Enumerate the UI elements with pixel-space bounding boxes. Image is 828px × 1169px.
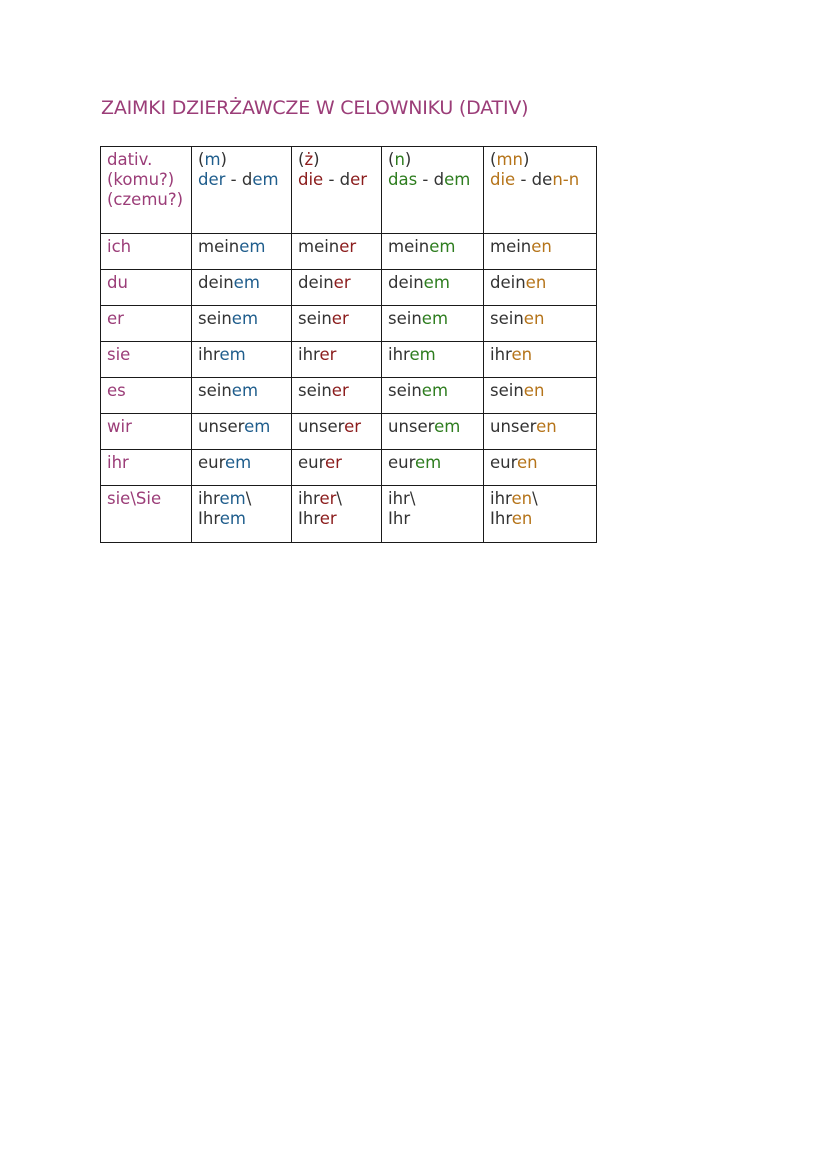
form-cell-f (292, 234, 382, 270)
table-row (101, 378, 597, 414)
form-cell-m (192, 378, 292, 414)
form-ending: em (421, 381, 449, 400)
form-ending: er (344, 417, 362, 436)
form-cell-n (382, 378, 484, 414)
form-ending: em (423, 273, 450, 292)
form-ending: em (231, 381, 259, 400)
form-stem: eur (298, 453, 326, 472)
form-cell-m (192, 342, 292, 378)
article-pair: die - der (298, 170, 368, 189)
article-nominative: die (490, 170, 516, 189)
form-stem: sein (490, 381, 524, 400)
form-ending: em (219, 509, 246, 528)
article-pair: der - dem (198, 170, 279, 189)
gender-label: (mn) (490, 150, 530, 169)
form-ending: er (325, 453, 342, 472)
table-row (101, 234, 597, 270)
form-ending: er (319, 509, 337, 528)
form-cell-n (382, 342, 484, 378)
form-stem: dein (198, 273, 234, 292)
article-pair: das - dem (388, 170, 471, 189)
form-stem: sein (298, 309, 332, 328)
article-dative: em (444, 170, 471, 189)
form-ending: en (523, 309, 545, 328)
table-row (101, 342, 597, 378)
form-cell-pl (484, 270, 597, 306)
form-cell-m (192, 450, 292, 486)
form-stem: sein (298, 381, 332, 400)
form-ending: er (331, 309, 349, 328)
separator: \ (336, 489, 342, 508)
form-stem: sein (388, 381, 422, 400)
form-ending: em (429, 237, 456, 256)
header-gender-n (382, 147, 484, 234)
form-stem: ihr (198, 489, 220, 508)
form-ending: er (333, 273, 351, 292)
header-gender-pl (484, 147, 597, 234)
pronoun-cell: es (101, 378, 192, 414)
form-cell-f (292, 378, 382, 414)
article-nominative: das (388, 170, 418, 189)
form-line (198, 489, 291, 509)
form-ending: em (409, 345, 436, 364)
header-gender-f (292, 147, 382, 234)
form-ending: en (536, 417, 557, 436)
form-ending: em (415, 453, 442, 472)
form-ending: en (523, 381, 545, 400)
form-cell-m (192, 306, 292, 342)
form-stem: eur (490, 453, 518, 472)
case-label-line: (czemu?) (107, 190, 184, 209)
form-stem: unser (298, 417, 345, 436)
form-ending: em (434, 417, 461, 436)
table-row (101, 450, 597, 486)
form-stem: sein (388, 309, 422, 328)
form-ending: en (511, 509, 533, 528)
gender-label: (n) (388, 150, 412, 169)
form-cell-pl (484, 342, 597, 378)
form-cell-n (382, 270, 484, 306)
form-ending: en (525, 273, 547, 292)
form-stem: sein (490, 309, 524, 328)
dativ-pronoun-table (100, 146, 597, 543)
form-cell-n (382, 234, 484, 270)
header-case-label (101, 147, 192, 234)
form-cell-m (192, 414, 292, 450)
pronoun-cell: ich (101, 234, 192, 270)
pronoun-cell: sie\Sie (101, 486, 192, 543)
form-ending: en (517, 453, 538, 472)
form-ending: en (531, 237, 552, 256)
form-ending: em (233, 273, 260, 292)
gender-label: (m) (198, 150, 227, 169)
header-gender-m (192, 147, 292, 234)
form-ending: em (225, 453, 252, 472)
separator: \ (409, 489, 416, 508)
form-stem: mein (490, 237, 532, 256)
form-ending: em (244, 417, 271, 436)
article-nominative: die (298, 170, 324, 189)
form-cell-pl (484, 486, 597, 543)
form-cell-pl (484, 306, 597, 342)
form-stem: dein (490, 273, 526, 292)
form-stem: sein (198, 309, 232, 328)
article-dative: n-n (552, 170, 580, 189)
form-cell-f (292, 306, 382, 342)
form-ending: er (331, 381, 349, 400)
table-row (101, 306, 597, 342)
form-ending: em (239, 237, 266, 256)
pronoun-cell: du (101, 270, 192, 306)
table-row (101, 270, 597, 306)
header-row (101, 147, 597, 234)
form-line (388, 489, 483, 509)
form-stem: Ihr (298, 509, 320, 528)
table-row (101, 414, 597, 450)
form-cell-f (292, 486, 382, 543)
form-stem: ihr (198, 345, 220, 364)
form-ending: en (511, 345, 533, 364)
form-ending: er (339, 237, 357, 256)
form-cell-f (292, 450, 382, 486)
form-stem: mein (298, 237, 340, 256)
form-stem: dein (388, 273, 424, 292)
form-stem: eur (388, 453, 416, 472)
form-stem: unser (490, 417, 537, 436)
pronoun-cell: sie (101, 342, 192, 378)
form-stem: mein (198, 237, 240, 256)
case-label-line: dativ. (107, 150, 153, 169)
form-stem: Ihr (490, 509, 512, 528)
form-stem: ihr (388, 345, 410, 364)
pronoun-cell: wir (101, 414, 192, 450)
form-stem: ihr (298, 489, 320, 508)
form-line (198, 509, 291, 529)
separator: \ (245, 489, 252, 508)
form-stem: mein (388, 237, 430, 256)
pronoun-cell: ihr (101, 450, 192, 486)
form-cell-n (382, 306, 484, 342)
form-ending: em (219, 489, 246, 508)
form-stem: ihr (490, 345, 512, 364)
form-cell-m (192, 270, 292, 306)
case-label-line: (komu?) (107, 170, 175, 189)
article-dative: er (350, 170, 368, 189)
form-ending: em (421, 309, 449, 328)
form-cell-pl (484, 450, 597, 486)
form-cell-n (382, 450, 484, 486)
form-cell-f (292, 414, 382, 450)
table-row (101, 486, 597, 543)
form-stem: ihr (388, 489, 410, 508)
form-stem: unser (388, 417, 435, 436)
form-cell-f (292, 342, 382, 378)
form-ending: er (319, 345, 337, 364)
form-ending: en (511, 489, 533, 508)
form-stem: sein (198, 381, 232, 400)
gender-label: (ż) (298, 150, 320, 169)
form-cell-m (192, 486, 292, 543)
form-stem: ihr (298, 345, 320, 364)
form-line (490, 489, 596, 509)
form-stem: ihr (490, 489, 512, 508)
form-cell-n (382, 414, 484, 450)
form-cell-n (382, 486, 484, 543)
form-cell-f (292, 270, 382, 306)
form-line (298, 489, 381, 509)
form-line (298, 509, 381, 529)
form-cell-m (192, 234, 292, 270)
form-line (388, 509, 483, 529)
form-cell-pl (484, 378, 597, 414)
separator: \ (532, 489, 538, 508)
form-stem: eur (198, 453, 226, 472)
form-ending: er (319, 489, 337, 508)
form-line (490, 509, 596, 529)
form-cell-pl (484, 234, 597, 270)
form-ending: em (231, 309, 259, 328)
form-stem: unser (198, 417, 245, 436)
article-nominative: der (198, 170, 226, 189)
form-stem: Ihr (198, 509, 220, 528)
page-title: ZAIMKI DZIERŻAWCZE W CELOWNIKU (DATIV) (101, 97, 529, 119)
article-dative: em (252, 170, 279, 189)
form-cell-pl (484, 414, 597, 450)
form-stem: Ihr (388, 509, 411, 528)
form-stem: dein (298, 273, 334, 292)
article-pair: die - den-n (490, 170, 580, 189)
pronoun-cell: er (101, 306, 192, 342)
form-ending: em (219, 345, 246, 364)
